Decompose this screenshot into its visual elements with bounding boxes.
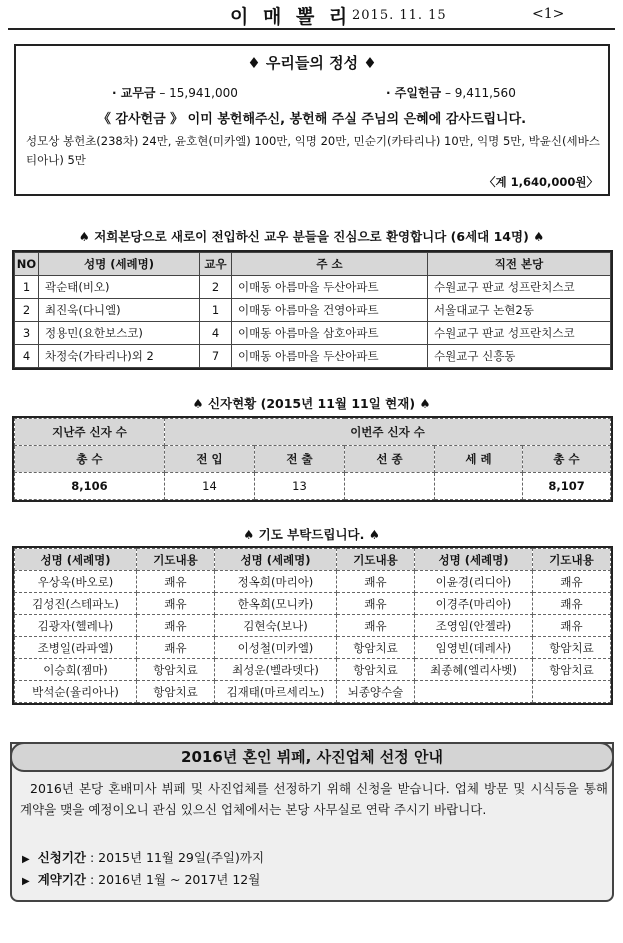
cell: 박석순(율리아나) xyxy=(15,681,137,703)
cell: 이매동 아름마을 두산아파트 xyxy=(232,345,428,368)
transfer-in-count: 14 xyxy=(165,473,255,500)
cell: 2 xyxy=(15,299,39,322)
cell: 항암치료 xyxy=(337,659,415,681)
donor-list: 성모상 봉헌초(238차) 24만, 윤호현(미카엘) 100만, 익명 20만, 민순기(카타리나) 10만, 익명 5만, 박윤신(세바스티아나) 5만 xyxy=(26,134,600,167)
thanks-heading: 《 감사헌금 》 이미 봉헌해주신, 봉헌해 주실 주님의 은혜에 감사드립니다. xyxy=(97,112,527,127)
cell: 쾌유 xyxy=(533,615,611,637)
table-row xyxy=(15,276,611,299)
cell: 쾌유 xyxy=(137,571,215,593)
table-row xyxy=(15,593,611,615)
sunday-offering xyxy=(386,84,516,101)
table-row xyxy=(15,615,611,637)
table-row xyxy=(15,322,611,345)
cell: 곽순태(비오) xyxy=(39,276,200,299)
column-header: NO xyxy=(15,253,39,276)
cell: 7 xyxy=(200,345,232,368)
cell: 항암치료 xyxy=(137,659,215,681)
cell: 최성운(벨라뎃다) xyxy=(215,659,337,681)
column-header: 성명 (세례명) xyxy=(215,549,337,571)
column-header: 전 출 xyxy=(255,446,345,473)
table-row xyxy=(15,571,611,593)
cell: 최종혜(엘리사벳) xyxy=(415,659,533,681)
stats-title: ♠ 신자현황 (2015년 11월 11일 현재) ♠ xyxy=(192,396,431,411)
cell: 2 xyxy=(200,276,232,299)
column-header: 성명 (세례명) xyxy=(415,549,533,571)
apply-period xyxy=(22,848,264,866)
last-week-header: 지난주 신자 수 xyxy=(15,419,165,446)
donation-total: 〈계 1,640,000원〉 xyxy=(484,175,598,189)
cell: 이매동 아름마을 두산아파트 xyxy=(232,276,428,299)
offering-box xyxy=(14,44,610,196)
cell: 우상욱(바오로) xyxy=(15,571,137,593)
parish-dues xyxy=(112,84,238,101)
column-header: 기도내용 xyxy=(137,549,215,571)
cell: 쾌유 xyxy=(533,593,611,615)
offering-title: ♦ 우리들의 정성 ♦ xyxy=(247,54,377,72)
cell: 1 xyxy=(15,276,39,299)
notice-title: 2016년 혼인 뷔페, 사진업체 선정 안내 xyxy=(181,748,443,766)
apply-period-value: : 2015년 11월 29일(주일)까지 xyxy=(89,850,265,865)
cell: 김광자(헬레나) xyxy=(15,615,137,637)
cell: 쾌유 xyxy=(533,571,611,593)
newcomers-title: ♠ 저희본당으로 새로이 전입하신 교우 분들을 진심으로 환영합니다 (6세대 14명) ♠ xyxy=(78,229,545,244)
cell: 4 xyxy=(200,322,232,345)
table-header-row xyxy=(15,253,611,276)
column-header: 성명 (세례명) xyxy=(15,549,137,571)
reborn-count xyxy=(345,473,435,500)
cell: 쾌유 xyxy=(337,615,415,637)
cell: 1 xyxy=(200,299,232,322)
table-header-row xyxy=(15,419,611,446)
column-header: 세 례 xyxy=(435,446,523,473)
cell: 쾌유 xyxy=(337,571,415,593)
cell: 정옥희(마리아) xyxy=(215,571,337,593)
cell: 쾌유 xyxy=(137,615,215,637)
cell: 서울대교구 논현2동 xyxy=(428,299,611,322)
triangle-bullet-icon: ▶ xyxy=(22,876,30,887)
bulletin-date: 2015. 11. 15 xyxy=(352,8,447,23)
table-header-row xyxy=(15,549,611,571)
column-header: 성명 (세례명) xyxy=(39,253,200,276)
bulletin-header xyxy=(8,0,615,30)
cell: 3 xyxy=(15,322,39,345)
baptism-count xyxy=(435,473,523,500)
cell: 조영임(안젤라) xyxy=(415,615,533,637)
cell: 임영빈(데레사) xyxy=(415,637,533,659)
column-header: 직전 본당 xyxy=(428,253,611,276)
cell xyxy=(415,681,533,703)
cell: 이윤경(리디아) xyxy=(415,571,533,593)
cell: 항암치료 xyxy=(137,681,215,703)
table-header-row xyxy=(15,446,611,473)
cell: 한옥희(모니카) xyxy=(215,593,337,615)
cell: 항암치료 xyxy=(533,659,611,681)
cell: 쾌유 xyxy=(137,637,215,659)
cell: 이승희(젬마) xyxy=(15,659,137,681)
contract-period-label: 계약기간 xyxy=(37,872,86,887)
table-row xyxy=(15,473,611,500)
wedding-vendor-notice xyxy=(10,742,614,902)
this-week-header: 이번주 신자 수 xyxy=(165,419,611,446)
contract-period-value: : 2016년 1월 ~ 2017년 12월 xyxy=(89,872,261,887)
column-header: 총 수 xyxy=(523,446,611,473)
cell: 수원교구 판교 성프란치스코 xyxy=(428,276,611,299)
cell: 수원교구 신흥동 xyxy=(428,345,611,368)
sunday-offering-value: – 9,411,560 xyxy=(444,86,516,100)
parish-dues-label: · 교무금 xyxy=(112,86,156,100)
cell: 조병일(라파엘) xyxy=(15,637,137,659)
column-header: 주 소 xyxy=(232,253,428,276)
column-header: 기도내용 xyxy=(337,549,415,571)
cell: 차정숙(가타리나)외 2 xyxy=(39,345,200,368)
table-row xyxy=(15,345,611,368)
triangle-bullet-icon: ▶ xyxy=(22,854,30,865)
cell: 쾌유 xyxy=(137,593,215,615)
apply-period-label: 신청기간 xyxy=(37,850,86,865)
newcomers-table xyxy=(14,252,611,368)
this-week-total: 8,107 xyxy=(523,473,611,500)
cell: 이성철(미카엘) xyxy=(215,637,337,659)
cell: 항암치료 xyxy=(533,637,611,659)
cell: 항암치료 xyxy=(337,637,415,659)
bulletin-title: 이 매 뽈 리 xyxy=(230,6,352,28)
cell: 이매동 아름마을 건영아파트 xyxy=(232,299,428,322)
column-header: 기도내용 xyxy=(533,549,611,571)
table-row xyxy=(15,659,611,681)
page-number: <1> xyxy=(532,6,565,22)
transfer-out-count: 13 xyxy=(255,473,345,500)
cell: 이매동 아름마을 삼호아파트 xyxy=(232,322,428,345)
cell: 김성진(스테파노) xyxy=(15,593,137,615)
member-stats-table xyxy=(14,418,611,500)
cell xyxy=(533,681,611,703)
notice-title-bar xyxy=(10,742,614,772)
cell: 김현숙(보나) xyxy=(215,615,337,637)
cell: 수원교구 판교 성프란치스코 xyxy=(428,322,611,345)
prayer-request-table xyxy=(14,548,611,703)
cell: 4 xyxy=(15,345,39,368)
cell: 정용민(요한보스코) xyxy=(39,322,200,345)
cell: 이경주(마리아) xyxy=(415,593,533,615)
cell: 최진욱(다니엘) xyxy=(39,299,200,322)
contract-period xyxy=(22,870,260,888)
notice-body: 2016년 본당 혼배미사 뷔페 및 사진업체를 선정하기 위해 신청을 받습니다. 업체 방문 및 시식등을 통해 계약을 맺을 예정이오니 관심 있으신 업체에서는 본당 사무실로 연락 주시기 바랍니다. xyxy=(20,781,608,817)
table-row xyxy=(15,637,611,659)
cell: 쾌유 xyxy=(337,593,415,615)
cell: 김재태(마르세리노) xyxy=(215,681,337,703)
prayer-title: ♠ 기도 부탁드립니다. ♠ xyxy=(243,527,380,542)
column-header: 전 입 xyxy=(165,446,255,473)
column-header: 교우 xyxy=(200,253,232,276)
column-header: 총 수 xyxy=(15,446,165,473)
last-week-total: 8,106 xyxy=(15,473,165,500)
parish-dues-value: – 15,941,000 xyxy=(159,86,238,100)
column-header: 선 종 xyxy=(345,446,435,473)
table-row xyxy=(15,299,611,322)
sunday-offering-label: · 주일헌금 xyxy=(386,86,442,100)
cell: 뇌종양수술 xyxy=(337,681,415,703)
table-row xyxy=(15,681,611,703)
